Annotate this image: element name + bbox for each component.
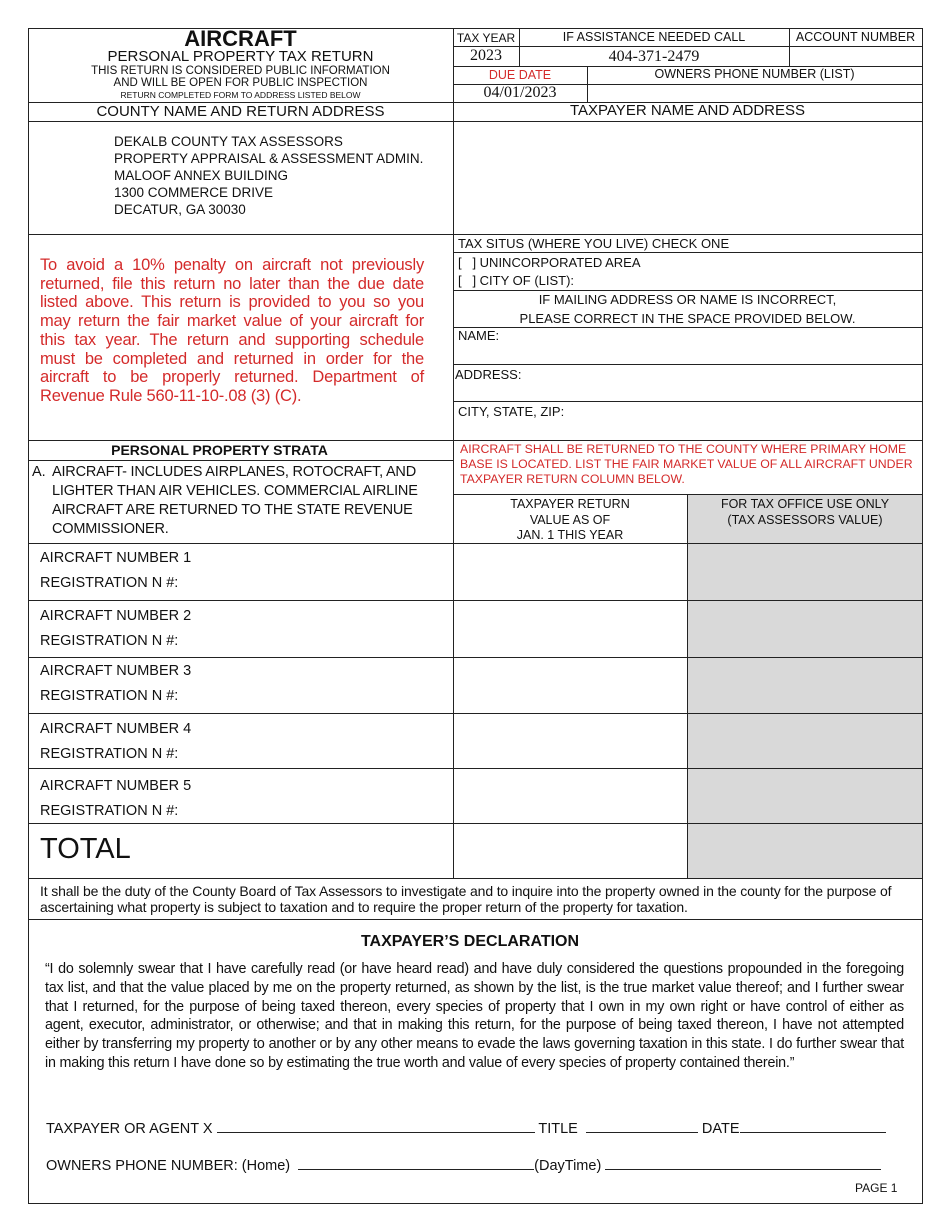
aircraft-5-label: AIRCRAFT NUMBER 5: [40, 778, 192, 794]
tax-office-column-header: [688, 497, 922, 528]
rule: [453, 252, 922, 253]
account-number-label: ACCOUNT NUMBER: [795, 30, 916, 44]
aircraft-1-label: AIRCRAFT NUMBER 1: [40, 550, 192, 566]
declaration-text: “I do solemnly swear that I have carefully read (or have heard read) and have duly considered the questions propounded in the foregoing tax list, and that the value placed by me on the property returned, as shown by the list, is the true market value thereof; and I further swear that I returned, for the purpose of being taxed thereon, every species of property that I own in my own right or have control of either as agent, executor, administrator, or otherwise; and that in making this return, for the purpose of being taxed thereon, I have not attempted either by transferring my property to another or by any other means to evade the laws governing taxation in this state. I do further swear that in making this return I have done so by estimating the true worth and value of every species of property contained therein.”: [45, 961, 904, 1071]
rule: [453, 364, 922, 365]
county-return-address: [114, 133, 449, 218]
rule: [28, 440, 922, 441]
tax-year-label: TAX YEAR: [456, 31, 516, 45]
header-line: JAN. 1 THIS YEAR: [516, 528, 624, 542]
aircraft-3-registration-label: REGISTRATION N #:: [40, 688, 179, 704]
aircraft-3-label: AIRCRAFT NUMBER 3: [40, 663, 192, 679]
taxpayer-return-column-header: [453, 497, 687, 544]
phone-row: [46, 1155, 906, 1174]
tax-office-shaded-column: [688, 495, 922, 878]
declaration-heading: TAXPAYER’S DECLARATION: [360, 933, 580, 950]
rule: [28, 878, 922, 879]
aircraft-2-registration-field[interactable]: [204, 631, 449, 651]
address-line: 1300 COMMERCE DRIVE: [114, 185, 274, 200]
rule: [453, 290, 922, 291]
corrected-address-field[interactable]: [456, 382, 920, 400]
penalty-notice: To avoid a 10% penalty on aircraft not previously returned, file this return no later than the due date listed above. This return is provided to you so you may return the fair market value of your aircraft for this tax year. The return and supporting schedule must be completed and returned in order for the aircraft to be properly returned. Department of Revenue Rule 560-11-10-.08 (3) (C).: [40, 256, 424, 405]
name-label: NAME:: [458, 328, 500, 343]
aircraft-2-registration-label: REGISTRATION N #:: [40, 633, 179, 649]
rule: [687, 494, 688, 878]
form-title: AIRCRAFT: [184, 26, 297, 51]
rule: [453, 46, 922, 47]
account-number-field[interactable]: [791, 48, 920, 65]
correction-notice-line2: PLEASE CORRECT IN THE SPACE PROVIDED BELOW.: [519, 311, 856, 326]
taxpayer-signature-line[interactable]: [217, 1118, 535, 1133]
signature-row: [46, 1118, 906, 1137]
aircraft-4-registration-label: REGISTRATION N #:: [40, 746, 179, 762]
title-label: TITLE: [538, 1121, 578, 1137]
assistance-phone: 404-371-2479: [608, 48, 700, 65]
correction-notice-line1: IF MAILING ADDRESS OR NAME IS INCORRECT,: [538, 292, 837, 307]
aircraft-4-taxpayer-value-field[interactable]: [455, 716, 685, 766]
taxpayer-heading: TAXPAYER NAME AND ADDRESS: [569, 102, 806, 119]
header-line: FOR TAX OFFICE USE ONLY: [720, 497, 890, 511]
date-line[interactable]: [740, 1118, 886, 1133]
rule: [28, 460, 453, 461]
corrected-city-state-zip-field[interactable]: [456, 419, 920, 438]
rule: [453, 327, 922, 328]
aircraft-5-registration-field[interactable]: [204, 801, 449, 821]
strata-item-letter: A.: [32, 464, 46, 480]
daytime-phone-line[interactable]: [605, 1155, 881, 1170]
header-line: (TAX ASSESSORS VALUE): [727, 512, 883, 527]
aircraft-1-registration-label: REGISTRATION N #:: [40, 575, 179, 591]
home-phone-line[interactable]: [298, 1155, 534, 1170]
rule: [28, 823, 922, 824]
unincorporated-area-checkbox[interactable]: [ ] UNINCORPORATED AREA: [458, 255, 641, 270]
home-phone-label: OWNERS PHONE NUMBER: (Home): [46, 1158, 291, 1174]
header-line: VALUE AS OF: [529, 512, 611, 527]
tax-year-value: 2023: [470, 47, 502, 64]
public-notice-line1: THIS RETURN IS CONSIDERED PUBLIC INFORMATION: [91, 65, 390, 77]
address-line: MALOOF ANNEX BUILDING: [114, 168, 289, 183]
form-subtitle: PERSONAL PROPERTY TAX RETURN: [107, 48, 374, 65]
daytime-phone-label: (DayTime): [534, 1158, 602, 1174]
taxpayer-name-address-field[interactable]: [456, 124, 920, 232]
city-state-zip-label: CITY, STATE, ZIP:: [458, 404, 565, 419]
address-line: DECATUR, GA 30030: [114, 202, 246, 217]
aircraft-5-taxpayer-value-field[interactable]: [455, 771, 685, 821]
owners-phone-label: OWNERS PHONE NUMBER (LIST): [654, 67, 855, 81]
public-notice-line2: AND WILL BE OPEN FOR PUBLIC INSPECTION: [113, 77, 368, 89]
header-line: TAXPAYER RETURN: [510, 497, 630, 511]
rule: [28, 600, 922, 601]
rule: [453, 401, 922, 402]
return-instructions: RETURN COMPLETED FORM TO ADDRESS LISTED BELOW: [120, 90, 361, 100]
rule: [28, 713, 922, 714]
owners-phone-field[interactable]: [589, 85, 920, 101]
title-line[interactable]: [586, 1118, 698, 1133]
page-number: PAGE 1: [855, 1181, 898, 1195]
assistance-label: IF ASSISTANCE NEEDED CALL: [562, 30, 746, 44]
rule: [28, 919, 922, 920]
rule: [28, 234, 922, 235]
aircraft-4-label: AIRCRAFT NUMBER 4: [40, 721, 192, 737]
aircraft-2-taxpayer-value-field[interactable]: [455, 603, 685, 655]
county-heading: COUNTY NAME AND RETURN ADDRESS: [96, 103, 385, 120]
corrected-name-field[interactable]: [456, 344, 920, 362]
date-label: DATE: [701, 1121, 740, 1137]
address-label: ADDRESS:: [455, 367, 522, 382]
aircraft-2-label: AIRCRAFT NUMBER 2: [40, 608, 192, 624]
total-label: TOTAL: [40, 833, 131, 865]
aircraft-3-taxpayer-value-field[interactable]: [455, 660, 685, 711]
strata-heading: PERSONAL PROPERTY STRATA: [111, 442, 328, 458]
aircraft-5-registration-label: REGISTRATION N #:: [40, 803, 179, 819]
rule: [28, 121, 922, 122]
address-line: DEKALB COUNTY TAX ASSESSORS: [114, 134, 343, 149]
duty-statement: It shall be the duty of the County Board of Tax Assessors to investigate and to inquire into the property owned in the county for the purpose of ascertaining what property is subject to taxation and to require the proper return of the property for taxation.: [40, 883, 892, 915]
aircraft-4-registration-field[interactable]: [204, 744, 449, 764]
return-instructions-notice: AIRCRAFT SHALL BE RETURNED TO THE COUNTY WHERE PRIMARY HOME BASE IS LOCATED. LIST THE FAIR MARKET VALUE OF ALL AIRCRAFT UNDER TAXPAYER RETURN COLUMN BELOW.: [460, 442, 913, 486]
total-taxpayer-value-field[interactable]: [455, 826, 685, 876]
rule: [28, 768, 922, 769]
rule: [28, 543, 922, 544]
due-date-value: 04/01/2023: [483, 84, 557, 101]
taxpayer-agent-label: TAXPAYER OR AGENT X: [46, 1121, 213, 1137]
aircraft-1-registration-field[interactable]: [204, 573, 449, 593]
strata-item-description: AIRCRAFT- INCLUDES AIRPLANES, ROTOCRAFT, AND LIGHTER THAN AIR VEHICLES. COMMERCIAL AIRLINE AIRCRAFT ARE RETURNED TO THE STATE REVENUE COMMISSIONER.: [52, 464, 418, 537]
aircraft-3-registration-field[interactable]: [204, 686, 449, 706]
due-date-label: DUE DATE: [488, 68, 552, 82]
address-line: PROPERTY APPRAISAL & ASSESSMENT ADMIN.: [114, 151, 424, 166]
tax-situs-heading: TAX SITUS (WHERE YOU LIVE) CHECK ONE: [458, 236, 730, 251]
aircraft-1-taxpayer-value-field[interactable]: [455, 546, 685, 598]
rule: [28, 657, 922, 658]
city-of-checkbox[interactable]: [ ] CITY OF (LIST):: [458, 273, 575, 288]
